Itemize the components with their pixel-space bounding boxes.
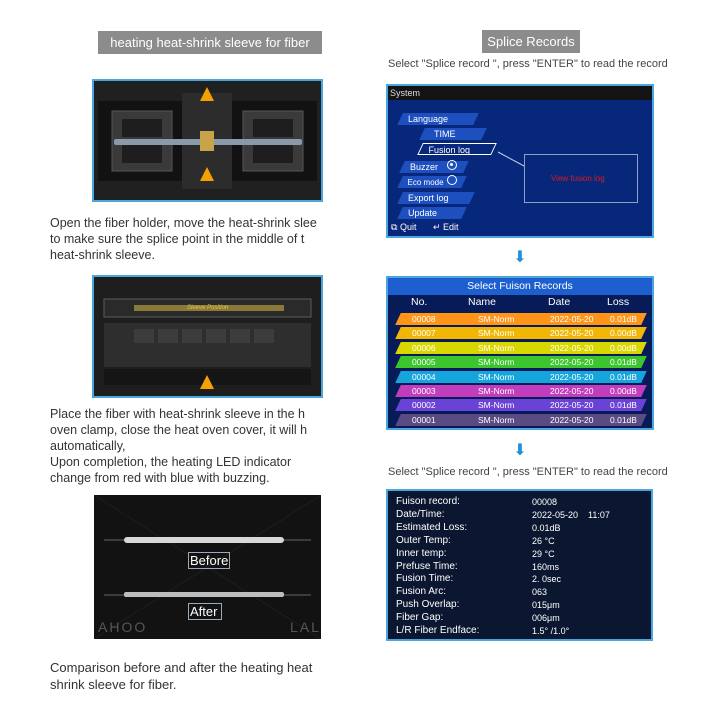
step3-line-2: shrink sleeve for fiber.	[50, 677, 177, 692]
step2-line-2: oven clamp, close the heat oven cover, it will h	[50, 423, 308, 437]
detail-value: 2022-05-20 11:07	[532, 509, 610, 520]
records-table	[388, 310, 652, 428]
record-date: 2022-05-20	[550, 371, 594, 382]
system-footer	[391, 222, 459, 233]
record-name: SM-Norm	[478, 342, 515, 353]
quit-label: Quit	[399, 222, 417, 232]
fiber-holder-photo	[92, 79, 323, 202]
record-date: 2022-05-20	[550, 328, 594, 339]
record-loss: 0.01dB	[610, 414, 637, 425]
detail-label: Inner temp:	[396, 547, 447, 559]
record-row[interactable]	[395, 342, 647, 354]
edit-label: Edit	[443, 222, 459, 232]
record-name: SM-Norm	[478, 314, 515, 324]
record-detail-screen	[386, 489, 653, 641]
step1-line-1: Open the fiber holder, move the heat-shrink slee	[50, 216, 317, 230]
watermark-left: AHOO	[98, 619, 148, 635]
menu-item-language-label: Language	[408, 114, 449, 124]
record-no: 00006	[412, 342, 436, 353]
record-date: 2022-05-20	[550, 400, 594, 411]
record-loss: 0.00dB	[610, 386, 637, 396]
step2-line-1: Place the fiber with heat-shrink sleeve in the h	[50, 407, 305, 421]
watermark-right: LAL	[290, 619, 321, 635]
detail-label: L/R Fiber Endface:	[396, 625, 480, 636]
fiber-holder-illustration	[94, 81, 321, 200]
step3-text	[50, 659, 346, 693]
detail-label: Fiber Gap:	[396, 612, 444, 624]
record-loss: 0.01dB	[610, 357, 637, 368]
menu-item-time-label: TIME	[434, 129, 456, 139]
record-name: SM-Norm	[478, 371, 515, 382]
record-row[interactable]	[395, 371, 647, 383]
record-loss: 0.01dB	[610, 314, 637, 324]
records-title: Select Fuison Records	[388, 278, 652, 295]
record-date: 2022-05-20	[550, 386, 594, 396]
after-label: After	[188, 603, 222, 620]
detail-value: 1.5° /1.0°	[532, 626, 570, 636]
comparison-photo	[92, 493, 323, 641]
record-no: 00001	[412, 414, 436, 425]
col-date: Date	[548, 296, 571, 308]
record-no: 00004	[412, 371, 436, 382]
right-banner: Splice Records	[482, 30, 580, 53]
record-no: 00008	[412, 314, 436, 324]
view-fusion-log-label: View fusion log	[551, 174, 605, 183]
record-name: SM-Norm	[478, 414, 515, 425]
record-name: SM-Norm	[478, 386, 515, 396]
step2-line-5: change from red with blue with buzzing.	[50, 471, 270, 485]
record-row[interactable]	[395, 313, 647, 325]
menu-item-update-label: Update	[408, 208, 438, 218]
step3-line-1: Comparison before and after the heating heat	[50, 660, 313, 675]
record-loss: 0.00dB	[610, 342, 637, 353]
detail-value: 00008	[532, 497, 558, 507]
record-date: 2022-05-20	[550, 314, 594, 324]
detail-value: 29 °C	[532, 548, 555, 559]
record-date: 2022-05-20	[550, 414, 594, 425]
view-fusion-log-box	[524, 154, 638, 203]
record-loss: 0.00dB	[610, 328, 637, 339]
detail-label: Outer Temp:	[396, 534, 451, 546]
instruction-2: Select "Splice record ", press "ENTER" to read the record	[388, 466, 668, 478]
record-no: 00007	[412, 328, 436, 339]
detail-label: Fusion Arc:	[396, 586, 447, 598]
step1-line-2: to make sure the splice point in the middle of t	[50, 232, 305, 246]
down-arrow-icon-2: ⬇	[513, 442, 527, 459]
detail-label: Estimated Loss:	[396, 521, 468, 533]
detail-value: 2. 0sec	[532, 574, 562, 585]
fusion-records-screen	[386, 276, 654, 430]
step2-line-4: Upon completion, the heating LED indicator	[50, 455, 292, 469]
detail-value: 015μm	[532, 600, 560, 611]
record-row[interactable]	[395, 399, 647, 411]
before-label: Before	[190, 553, 229, 568]
detail-label: Prefuse Time:	[396, 560, 458, 572]
col-no: No.	[411, 296, 428, 308]
down-arrow-icon: ⬇	[513, 249, 527, 266]
system-body	[388, 100, 652, 236]
record-name: SM-Norm	[478, 400, 515, 411]
step2-text	[50, 406, 346, 486]
instruction-1: Select "Splice record ", press "ENTER" to read the record	[388, 58, 668, 70]
system-menu-screen	[386, 84, 654, 238]
detail-value: 006μm	[532, 613, 560, 624]
record-name: SM-Norm	[478, 357, 515, 368]
detail-label: Fuison record:	[396, 496, 460, 507]
record-no: 00003	[412, 386, 436, 396]
record-row[interactable]	[395, 385, 647, 397]
enter-icon: ↵	[432, 222, 441, 232]
record-no: 00002	[412, 400, 436, 411]
detail-value: 063	[532, 587, 548, 598]
record-loss: 0.01dB	[610, 371, 637, 382]
detail-label: Fusion Time:	[396, 573, 454, 585]
record-loss: 0.01dB	[610, 400, 637, 411]
menu-item-export-log-label: Export log	[408, 193, 449, 203]
col-name: Name	[468, 296, 497, 308]
system-title: System	[388, 86, 652, 100]
record-row[interactable]	[395, 356, 647, 368]
col-loss: Loss	[607, 296, 630, 308]
heat-oven-photo	[92, 275, 323, 398]
menu-item-eco-mode-label: Eco mode	[407, 178, 444, 187]
detail-value: 0.01dB	[532, 522, 561, 533]
record-date: 2022-05-20	[550, 342, 594, 353]
sleeve-position-label: Sleeve Position	[187, 305, 229, 311]
menu-item-fusion-log-label: Fusion log	[428, 145, 471, 155]
step2-line-3: automatically,	[50, 439, 126, 453]
record-date: 2022-05-20	[550, 357, 594, 368]
detail-value: 160ms	[532, 561, 560, 572]
step1-line-3: heat-shrink sleeve.	[50, 248, 155, 262]
step1-text	[50, 215, 346, 263]
records-header	[388, 295, 652, 310]
menu-item-buzzer-label: Buzzer	[410, 162, 439, 172]
left-banner: heating heat-shrink sleeve for fiber	[98, 31, 322, 54]
detail-label: Push Overlap:	[396, 599, 460, 611]
record-no: 00005	[412, 357, 436, 368]
record-row[interactable]	[395, 327, 647, 339]
detail-label: Date/Time:	[396, 508, 445, 520]
heat-oven-illustration	[94, 277, 321, 396]
detail-value: 26 °C	[532, 535, 555, 546]
record-name: SM-Norm	[478, 328, 515, 339]
record-row[interactable]	[395, 414, 647, 426]
quit-icon: ⧉	[391, 222, 398, 232]
